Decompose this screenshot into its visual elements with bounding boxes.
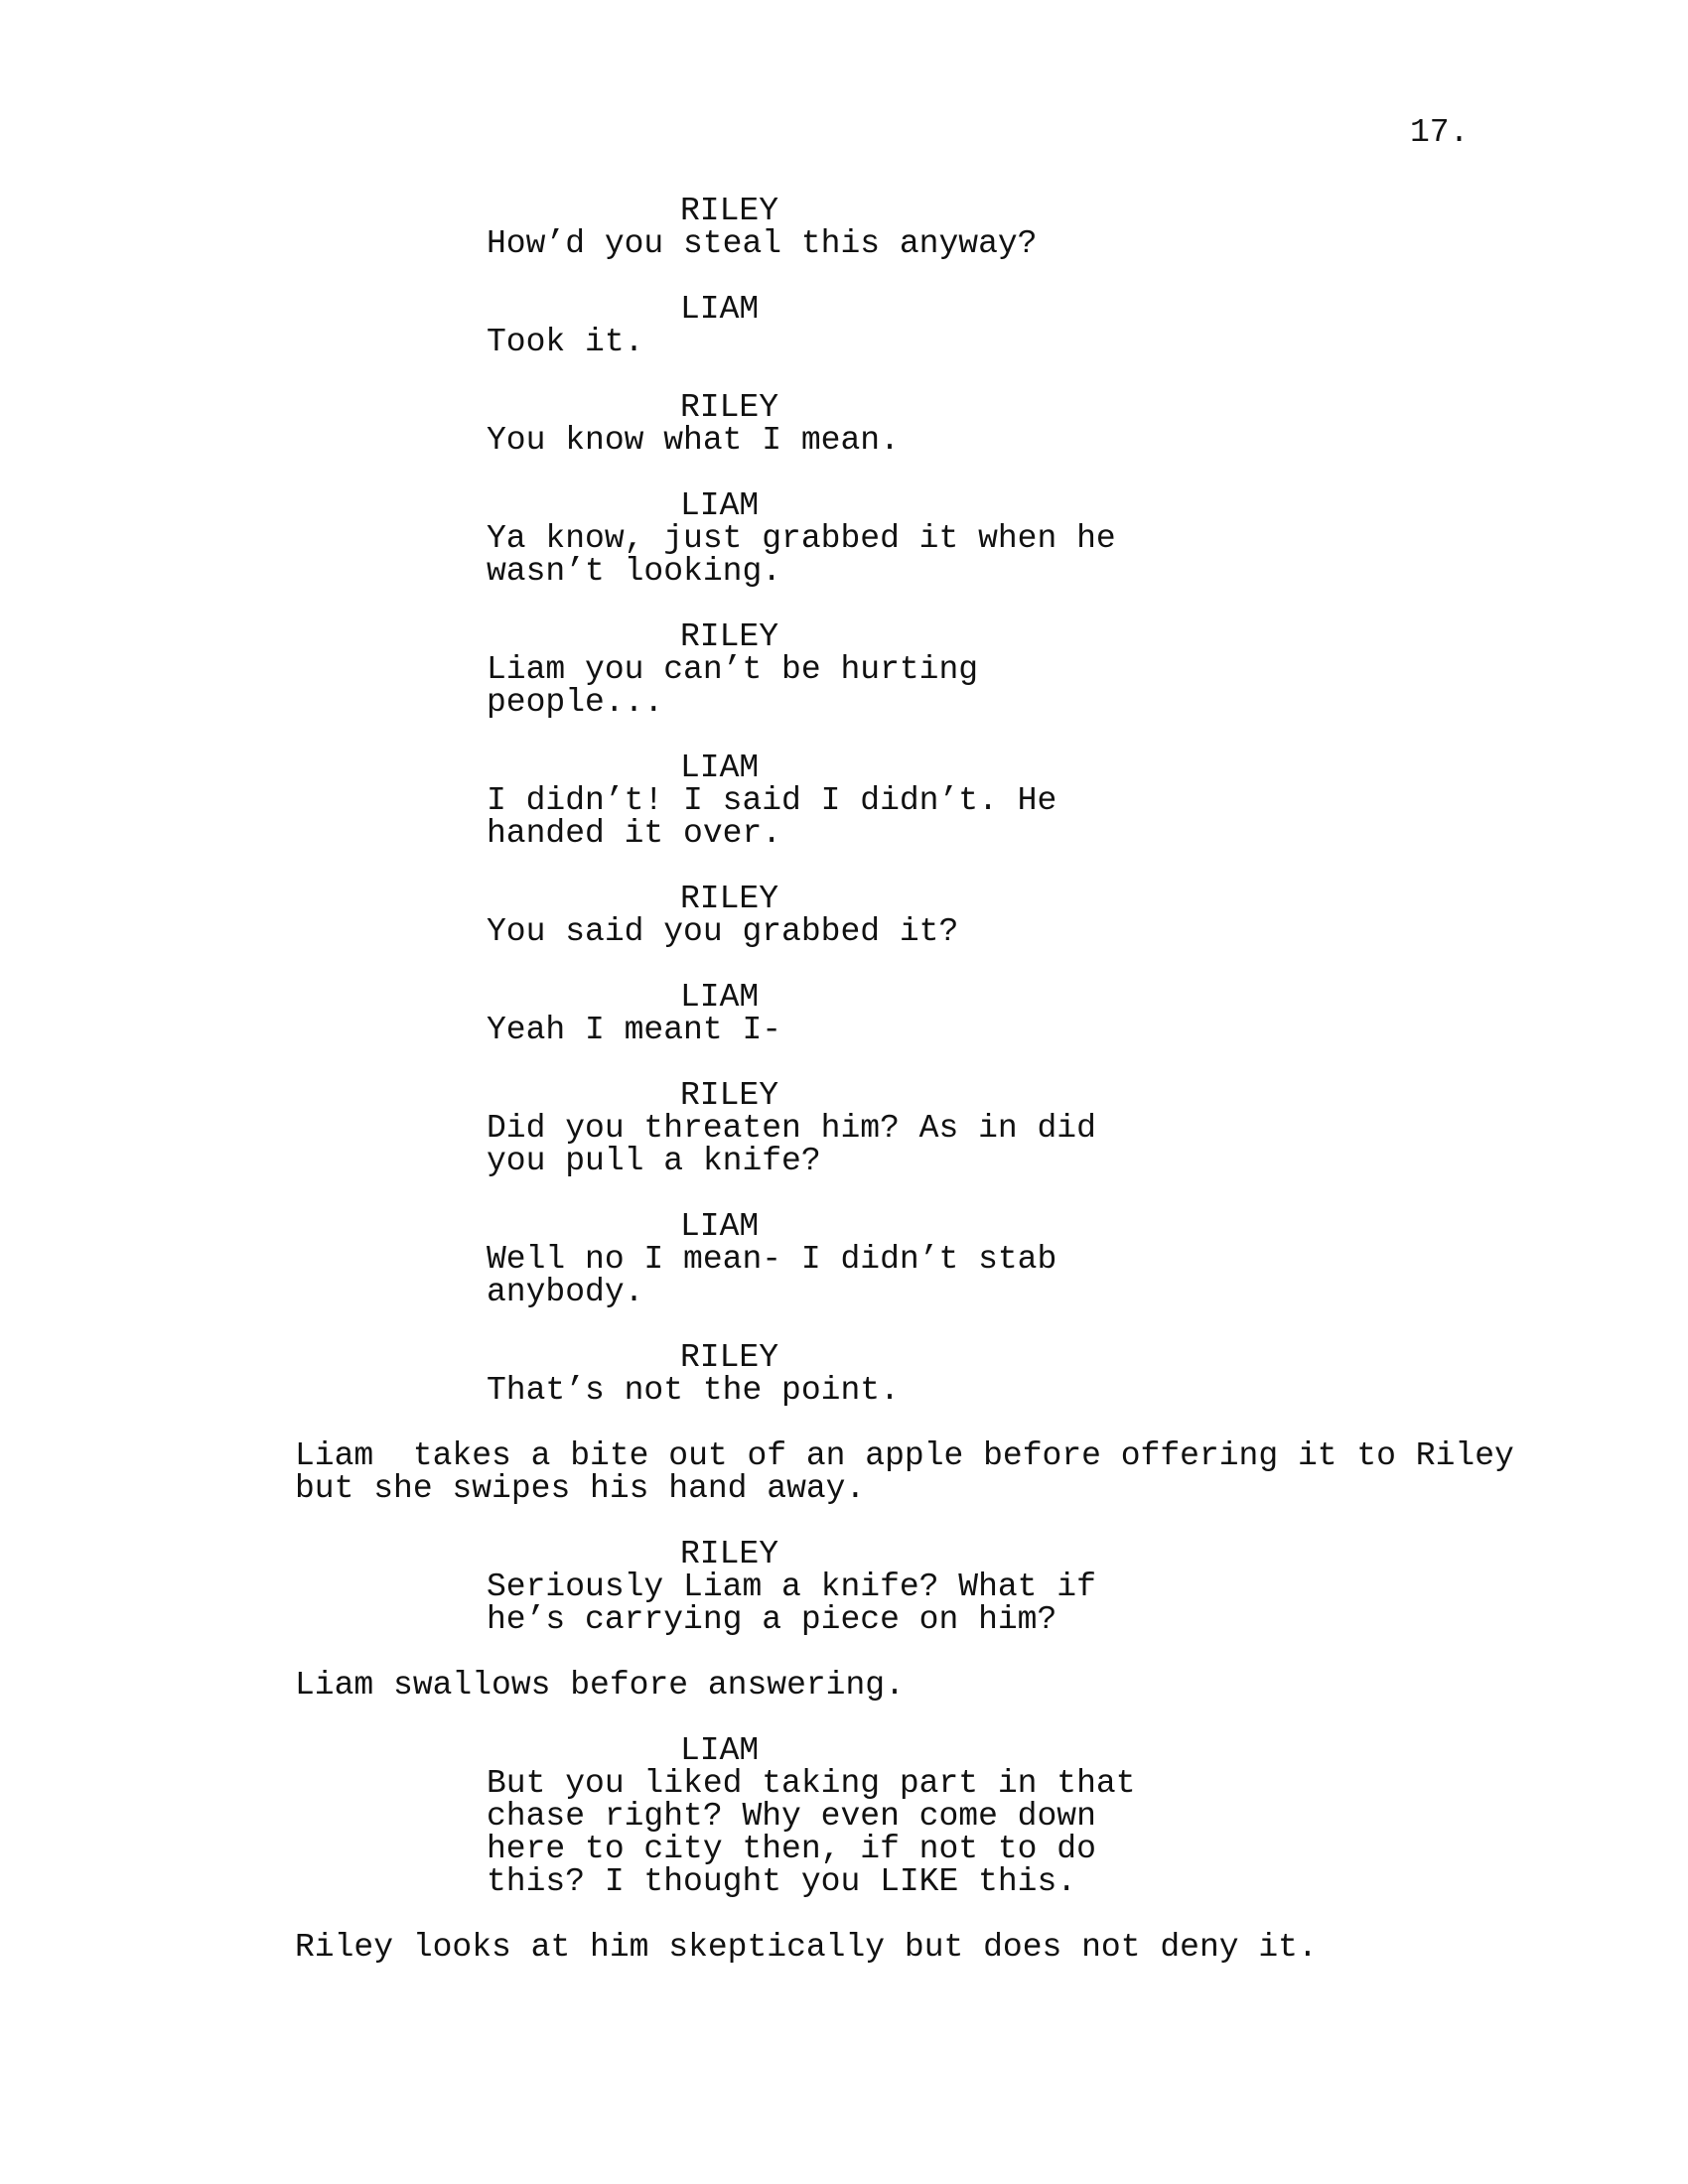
character-cue: LIAM <box>680 1208 760 1245</box>
character-cue: LIAM <box>680 750 760 786</box>
dialogue-block <box>0 293 1688 358</box>
dialogue-line: Did you threaten him? As in did <box>487 1110 1096 1147</box>
action-line: Liam swallows before answering. <box>295 1667 905 1704</box>
action-line: Liam takes a bite out of an apple before offering it to Riley <box>295 1437 1514 1474</box>
dialogue-line: Well no I mean- I didn’t stab <box>487 1241 1057 1278</box>
character-cue: RILEY <box>680 618 779 655</box>
dialogue-block <box>0 1734 1688 1898</box>
script-body <box>0 195 1688 1996</box>
character-cue: RILEY <box>680 1339 779 1376</box>
page-number: 17. <box>1410 114 1470 151</box>
dialogue-line: here to city then, if not to do <box>487 1831 1096 1867</box>
dialogue-line: he’s carrying a piece on him? <box>487 1601 1057 1638</box>
dialogue-line: Took it. <box>487 324 644 360</box>
action-block <box>0 1931 1688 1964</box>
dialogue-block <box>0 883 1688 948</box>
dialogue-line: wasn’t looking. <box>487 553 782 590</box>
action-line: but she swipes his hand away. <box>295 1470 866 1507</box>
character-cue: RILEY <box>680 1536 779 1572</box>
dialogue-block <box>0 1079 1688 1177</box>
dialogue-line: How’d you steal this anyway? <box>487 225 1038 262</box>
dialogue-line: Liam you can’t be hurting <box>487 651 979 688</box>
dialogue-line: You said you grabbed it? <box>487 913 959 950</box>
action-block <box>0 1439 1688 1505</box>
dialogue-line: this? I thought you LIKE this. <box>487 1863 1077 1900</box>
dialogue-block <box>0 981 1688 1046</box>
dialogue-line: You know what I mean. <box>487 422 900 459</box>
character-cue: RILEY <box>680 193 779 229</box>
character-cue: LIAM <box>680 487 760 524</box>
dialogue-block <box>0 195 1688 260</box>
dialogue-line: handed it over. <box>487 815 782 852</box>
action-line: Riley looks at him skeptically but does not deny it. <box>295 1929 1318 1966</box>
action-block <box>0 1669 1688 1702</box>
character-cue: LIAM <box>680 979 760 1016</box>
dialogue-line: I didn’t! I said I didn’t. He <box>487 782 1057 819</box>
dialogue-block <box>0 391 1688 457</box>
dialogue-block <box>0 489 1688 588</box>
character-cue: RILEY <box>680 1077 779 1114</box>
character-cue: LIAM <box>680 291 760 328</box>
dialogue-block <box>0 1341 1688 1407</box>
dialogue-block <box>0 1538 1688 1636</box>
character-cue: RILEY <box>680 881 779 917</box>
dialogue-line: But you liked taking part in that <box>487 1765 1136 1802</box>
dialogue-line: Yeah I meant I- <box>487 1012 782 1048</box>
dialogue-block <box>0 1210 1688 1308</box>
dialogue-line: anybody. <box>487 1274 644 1310</box>
dialogue-block <box>0 751 1688 850</box>
dialogue-line: chase right? Why even come down <box>487 1798 1096 1835</box>
character-cue: RILEY <box>680 389 779 426</box>
dialogue-line: Seriously Liam a knife? What if <box>487 1569 1096 1605</box>
character-cue: LIAM <box>680 1732 760 1769</box>
dialogue-block <box>0 620 1688 719</box>
dialogue-line: you pull a knife? <box>487 1143 821 1179</box>
dialogue-line: Ya know, just grabbed it when he <box>487 520 1116 557</box>
dialogue-line: That’s not the point. <box>487 1372 900 1409</box>
dialogue-line: people... <box>487 684 664 721</box>
